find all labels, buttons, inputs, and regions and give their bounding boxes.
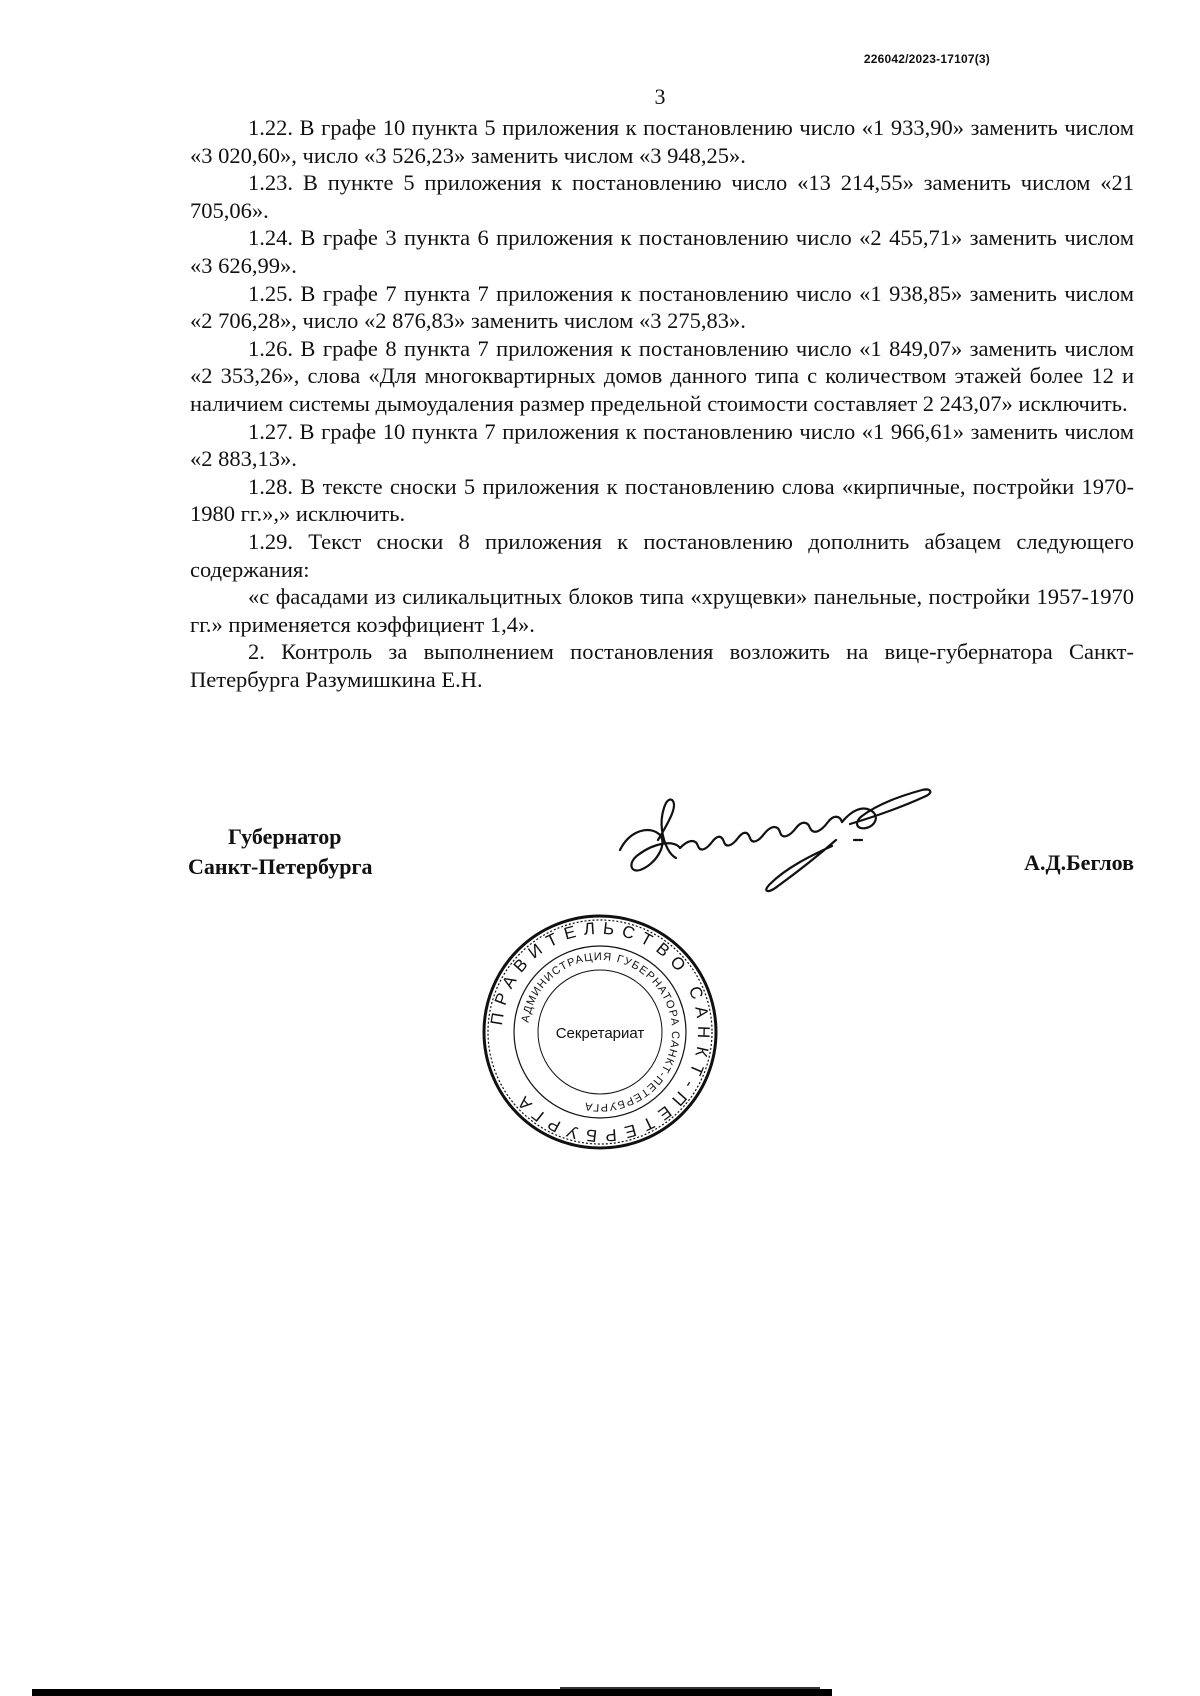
paragraph-1-29: 1.29. Текст сноски 8 приложения к постановлению дополнить абзацем следующего содержания:	[190, 528, 1134, 582]
paragraph-quote: «с фасадами из силикальцитных блоков типа «хрущевки» панельные, постройки 1957-1970 гг.» применяется коэффициент 1,4».	[190, 584, 1134, 637]
handwritten-signature	[600, 770, 1000, 900]
paragraph-1-27: 1.27. В графе 10 пункта 7 приложения к постановлению число «1 966,61» заменить числом «2 883,13».	[190, 418, 1134, 472]
scan-edge-bar	[32, 1689, 832, 1696]
stamp-inner-text: АДМИНИСТРАЦИЯ ГУБЕРНАТОРА САНКТ-ПЕТЕРБУРГА	[519, 950, 682, 1114]
paragraph-2: 2. Контроль за выполнением постановления возложить на вице-губернатора Санкт-Петербурга Разумишкина Е.Н.	[190, 639, 1134, 692]
page-number: 3	[654, 84, 666, 109]
scan-edge-line	[560, 1687, 820, 1689]
signer-title-line2: Санкт-Петербурга	[188, 854, 373, 879]
signer-name: А.Д.Беглов	[1024, 850, 1134, 875]
paragraph-1-26: 1.26. В графе 8 пункта 7 приложения к постановлению число «1 849,07» заменить числом «2 353,26», слова «Для многоквартирных домов данного типа с количеством этажей более 12 и наличием системы дымоудаления размер предельной стоимости составляет 2 243,07» исключить.	[190, 335, 1134, 416]
paragraph-1-24: 1.24. В графе 3 пункта 6 приложения к постановлению число «2 455,71» заменить числом «3 626,99».	[190, 225, 1134, 278]
paragraph-1-28: 1.28. В тексте сноски 5 приложения к постановлению слова «кирпичные, постройки 1970-1980 гг.»,» исключить.	[190, 473, 1134, 527]
document-body	[190, 114, 1134, 693]
paragraph-1-22: 1.22. В графе 10 пункта 5 приложения к постановлению число «1 933,90» заменить числом «3 020,60», число «3 526,23» заменить числом «3 948,25».	[190, 115, 1134, 168]
signer-title	[188, 822, 408, 882]
signer-title-line1: Губернатор	[228, 824, 342, 849]
paragraph-1-25: 1.25. В графе 7 пункта 7 приложения к постановлению число «1 938,85» заменить числом «2 706,28», число «2 876,83» заменить числом «3 275,83».	[190, 280, 1134, 334]
official-seal-stamp	[480, 912, 720, 1152]
paragraph-1-23: 1.23. В пункте 5 приложения к постановлению число «13 214,55» заменить числом «21 705,06».	[190, 170, 1134, 223]
stamp-center-text: Секретариат	[555, 1025, 645, 1042]
stamp-outer-text: ПРАВИТЕЛЬСТВО САНКТ-ПЕТЕРБУРГА	[486, 918, 714, 1146]
document-id: 226042/2023-17107(3)	[863, 52, 990, 66]
